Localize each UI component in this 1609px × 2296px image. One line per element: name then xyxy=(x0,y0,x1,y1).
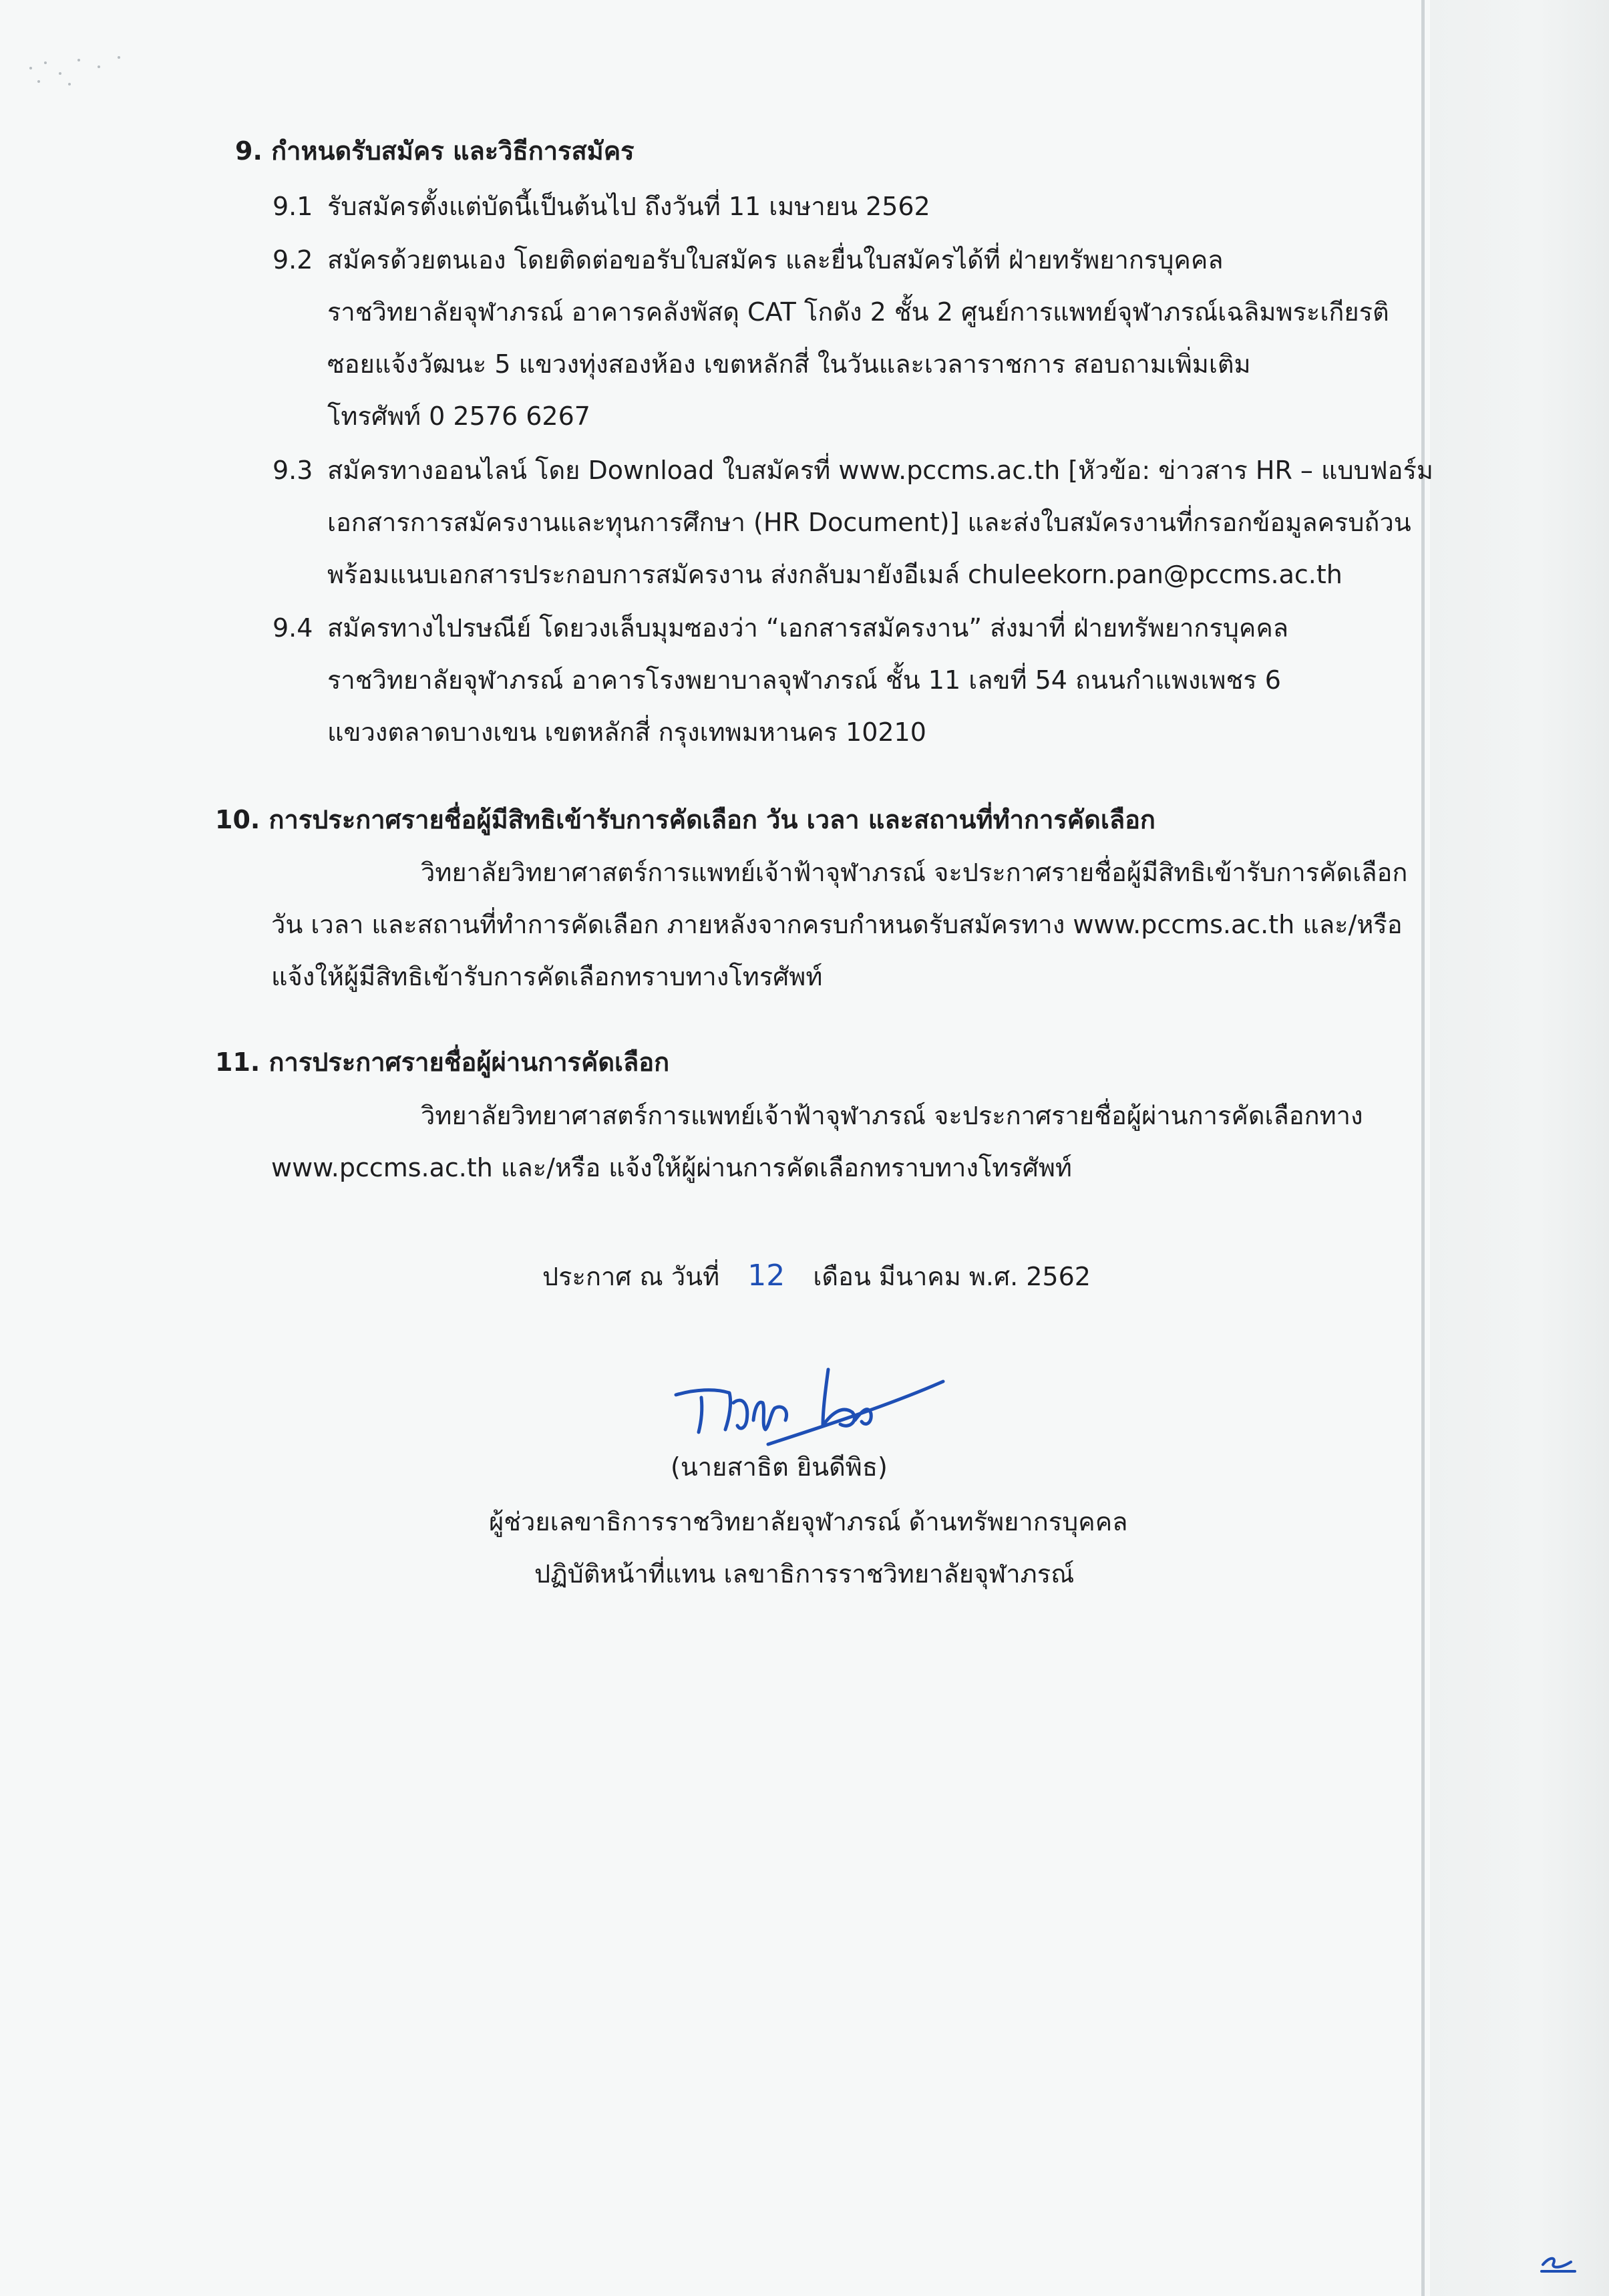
item-9-4-line: สมัครทางไปรษณีย์ โดยวงเล็บมุมซองว่า “เอกสารสมัครงาน” ส่งมาที่ ฝ่ายทรัพยากรบุคคล xyxy=(327,613,1289,643)
section-9-heading: 9. กำหนดรับสมัคร และวิธีการสมัคร xyxy=(235,136,635,166)
item-9-1-line: รับสมัครตั้งแต่บัดนี้เป็นต้นไป ถึงวันที่ 11 เมษายน 2562 xyxy=(327,192,930,221)
item-9-3-number: 9.3 xyxy=(273,456,313,485)
item-9-2-line: โทรศัพท์ 0 2576 6267 xyxy=(327,401,590,431)
scan-specks xyxy=(24,53,131,107)
ink-initial-mark xyxy=(1536,2245,1583,2278)
section-11-line: วิทยาลัยวิทยาศาสตร์การแพทย์เจ้าฟ้าจุฬาภรณ์ จะประกาศรายชื่อผู้ผ่านการคัดเลือกทาง xyxy=(421,1101,1363,1130)
item-9-3-line: เอกสารการสมัครงานและทุนการศึกษา (HR Document)] และส่งใบสมัครงานที่กรอกข้อมูลครบถ้วน xyxy=(327,508,1411,537)
item-9-2-number: 9.2 xyxy=(273,245,313,275)
item-9-4-line: ราชวิทยาลัยจุฬาภรณ์ อาคารโรงพยาบาลจุฬาภรณ์ ชั้น 11 เลขที่ 54 ถนนกำแพงเพชร 6 xyxy=(327,665,1281,695)
announcement-date xyxy=(542,1260,1091,1293)
section-11-heading: 11. การประกาศรายชื่อผู้ผ่านการคัดเลือก xyxy=(215,1047,670,1077)
section-10-line: วิทยาลัยวิทยาศาสตร์การแพทย์เจ้าฟ้าจุฬาภรณ์ จะประกาศรายชื่อผู้มีสิทธิเข้ารับการคัดเลือก xyxy=(421,858,1408,887)
signatory-name: (นายสาธิต ยินดีพิธ) xyxy=(671,1452,888,1482)
section-10-heading: 10. การประกาศรายชื่อผู้มีสิทธิเข้ารับการคัดเลือก วัน เวลา และสถานที่ทำการคัดเลือก xyxy=(215,805,1155,834)
item-9-3-line: สมัครทางออนไลน์ โดย Download ใบสมัครที่ www.pccms.ac.th [หัวข้อ: ข่าวสาร HR – แบบฟอร์ม xyxy=(327,456,1433,485)
item-9-4-line: แขวงตลาดบางเขน เขตหลักสี่ กรุงเทพมหานคร 10210 xyxy=(327,717,926,747)
signatory-title-1: ผู้ช่วยเลขาธิการราชวิทยาลัยจุฬาภรณ์ ด้านทรัพยากรบุคคล xyxy=(489,1507,1128,1536)
page-edge-line xyxy=(1421,0,1425,2296)
item-9-2-line: สมัครด้วยตนเอง โดยติดต่อขอรับใบสมัคร และยื่นใบสมัครได้ที่ ฝ่ายทรัพยากรบุคคล xyxy=(327,245,1224,275)
section-10-line: แจ้งให้ผู้มีสิทธิเข้ารับการคัดเลือกทราบทางโทรศัพท์ xyxy=(271,962,823,991)
announcement-suffix: เดือน มีนาคม พ.ศ. 2562 xyxy=(813,1262,1091,1291)
section-11-line: www.pccms.ac.th และ/หรือ แจ้งให้ผู้ผ่านการคัดเลือกทราบทางโทรศัพท์ xyxy=(271,1153,1072,1182)
scan-margin-shade xyxy=(1430,0,1609,2296)
item-9-2-line: ซอยแจ้งวัฒนะ 5 แขวงทุ่งสองห้อง เขตหลักสี่ ในวันและเวลาราชการ สอบถามเพิ่มเติม xyxy=(327,349,1251,379)
item-9-3-line: พร้อมแนบเอกสารประกอบการสมัครงาน ส่งกลับมายังอีเมล์ chuleekorn.pan@pccms.ac.th xyxy=(327,560,1343,589)
item-9-1-number: 9.1 xyxy=(273,192,313,221)
signatory-title-2: ปฏิบัติหน้าที่แทน เลขาธิการราชวิทยาลัยจุฬาภรณ์ xyxy=(534,1559,1075,1589)
announcement-day: 12 xyxy=(747,1259,785,1293)
item-9-2-line: ราชวิทยาลัยจุฬาภรณ์ อาคารคลังพัสดุ CAT โกดัง 2 ชั้น 2 ศูนย์การแพทย์จุฬาภรณ์เฉลิมพระเกียรติ xyxy=(327,297,1389,327)
section-10-line: วัน เวลา และสถานที่ทำการคัดเลือก ภายหลังจากครบกำหนดรับสมัครทาง www.pccms.ac.th และ/หรือ xyxy=(271,910,1403,939)
item-9-4-number: 9.4 xyxy=(273,613,313,643)
announcement-prefix: ประกาศ ณ วันที่ xyxy=(542,1262,720,1291)
